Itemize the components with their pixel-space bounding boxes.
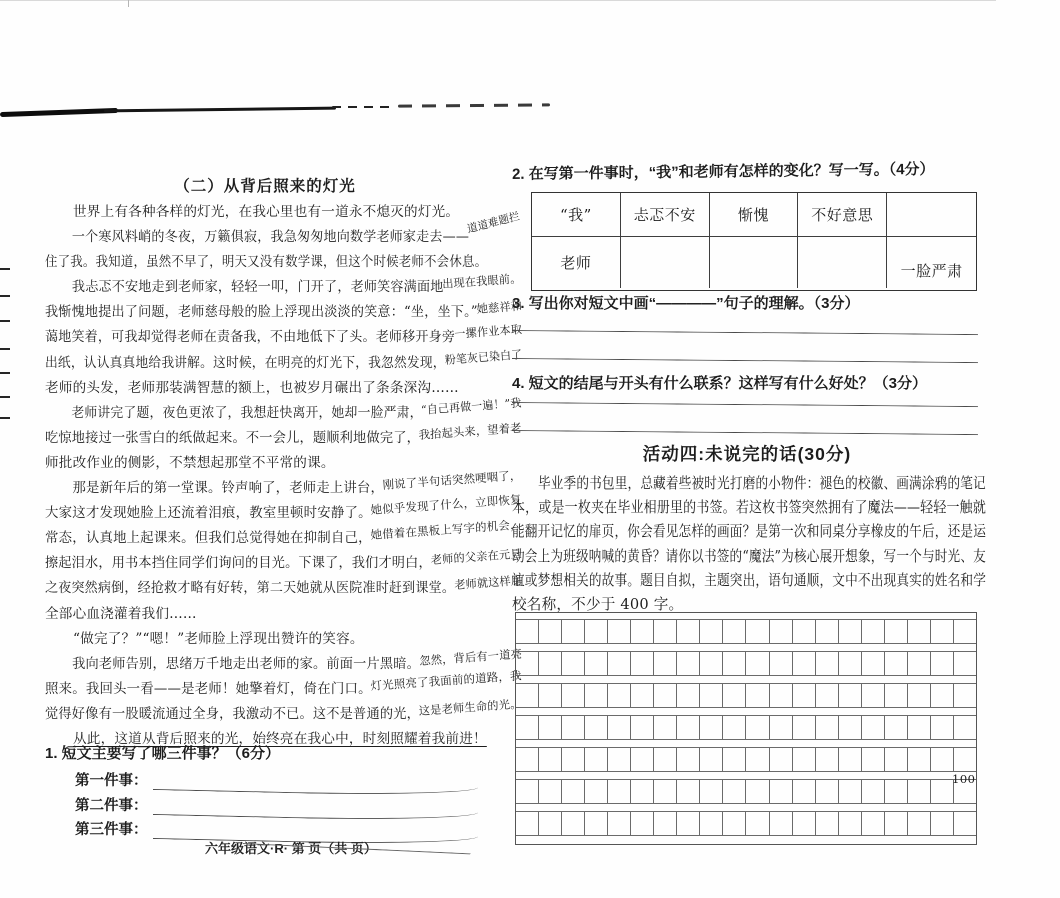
grid-cell [516,652,539,675]
grid-cell [677,748,700,771]
passage-line: 那是新年后的第一堂课。铃声响了，老师走上讲台，刚说了半句话突然哽咽了， [45,476,485,501]
prompt-line: 毕业季的书包里，总藏着些被时光打磨的小物件：褪色的校徽、画满涂鸦的笔记 [537,475,986,492]
scan-smear-artifact [0,108,118,117]
grid-cell [908,780,931,803]
grid-cell [839,812,862,835]
activity-4-title: 活动四:未说完的话(30分) [642,444,852,464]
grid-cell [885,620,908,643]
question-3-label: 3. 写出你对短文中画“————”句子的理解。（3分） [512,295,860,312]
passage-line: “做完了？”“嗯！”老师脸上浮现出赞许的笑容。 [73,630,364,647]
grid-cell [700,748,723,771]
grid-row [516,683,976,708]
grid-cell [539,684,562,707]
grid-cell [793,716,816,739]
composition-grid [515,612,977,845]
warped-line-ending: 这是老师生命的光。 [418,696,523,718]
grid-cell [954,652,976,675]
table-cell: “我” [532,193,621,237]
question-4-label: 4. 短文的结尾与开头有什么联系？这样写有什么好处？（3分） [512,375,928,392]
passage-line: 老师的头发，老师那装满智慧的额上，也被岁月碾出了条条深沟…… [45,379,459,396]
grid-cell [816,812,839,835]
grid-cell [585,748,608,771]
grid-cell [862,716,885,739]
grid-cell [839,780,862,803]
table-cell: 一脸严肃 [900,262,963,280]
grid-cell [908,716,931,739]
grid-cell [654,716,677,739]
scan-binding-mark [0,396,10,398]
grid-cell [700,780,723,803]
grid-cell [746,620,769,643]
grid-cell [677,652,700,675]
grid-cell [654,748,677,771]
table-cell [710,237,799,288]
grid-cell [585,716,608,739]
grid-cell [862,652,885,675]
passage-line: 一个寒风料峭的冬夜，万籁俱寂，我急匆匆地向数学老师家走去——道道难题拦 [45,225,485,250]
grid-cell [954,620,976,643]
scan-binding-mark [0,348,10,350]
prompt-line: 本，或是一枚夹在毕业相册里的书签。若这枚书签突然拥有了魔法——轻轻一触就 [512,499,986,517]
warped-line-ending: 忽然，背后有一道亮 [418,646,523,668]
passage-line: 我忐忑不安地走到老师家，轻轻一叩，门开了，老师笑容满面地出现在我眼前。 [45,275,485,300]
grid-cell [516,620,539,643]
grid-cell [562,812,585,835]
grid-cell [746,716,769,739]
grid-cell [516,684,539,707]
change-table [531,192,977,291]
grid-cell [885,748,908,771]
warped-line-ending: 老师就这样用 [453,573,523,593]
passage-line: 之夜突然病倒，经抢救才略有好转，第二天她就从医院准时赶到课堂。老师就这样用 [45,576,485,601]
grid-cell [770,716,793,739]
grid-cell [793,620,816,643]
grid-cell [562,652,585,675]
warped-line-ending: 老师的父亲在元旦 [430,546,523,568]
prompt-line: 谊或梦想相关的故事。题目自拟，主题突出，语句通顺，文中不出现真实的姓名和学 [512,571,987,589]
grid-cell [539,812,562,835]
grid-cell [677,780,700,803]
grid-cell [539,780,562,803]
grid-cell [746,812,769,835]
scan-binding-mark [0,320,10,322]
grid-cell [793,812,816,835]
blank-label: 第三件事： [75,821,148,838]
grid-cell [793,780,816,803]
grid-cell [954,716,976,739]
grid-cell [654,652,677,675]
grid-cell [654,780,677,803]
warped-line-ending: 粉笔灰已染白了 [444,346,523,367]
grid-row [516,651,976,676]
grid-cell [516,748,539,771]
grid-cell [516,780,539,803]
grid-cell [908,748,931,771]
blank-label: 第二件事： [75,796,148,814]
warped-line-ending: “自己再做一遍！”我 [421,395,523,417]
table-cell: 忐忑不安 [621,193,710,237]
passage-line: 擦起泪水，用书本挡住同学们询问的目光。下课了，我们才明白，老师的父亲在元旦 [45,551,485,576]
warped-line-ending: 她慈祥和 [476,299,523,317]
grid-cell [839,684,862,707]
warped-line-ending: 道道难题拦 [465,209,521,236]
grid-cell [885,684,908,707]
page-number: 100 [952,772,976,786]
grid-cell [885,812,908,835]
grid-cell [631,652,654,675]
warped-line-ending: 出现在我眼前。 [441,271,523,292]
grid-cell [700,812,723,835]
grid-cell [700,652,723,675]
grid-cell [746,780,769,803]
grid-cell [677,684,700,707]
warped-line-ending: 灯光照亮了我面前的道路，我 [370,668,523,693]
grid-cell [862,780,885,803]
grid-cell [770,812,793,835]
grid-cell [723,748,746,771]
warped-line-ending: 她借着在黑板上写字的机会， [370,517,523,543]
grid-cell [908,620,931,643]
grid-cell [793,652,816,675]
passage-line: 我向老师告别，思绪万千地走出老师的家。前面一片黑暗。忽然，背后有一道亮 [45,652,485,677]
scan-smear-artifact [398,103,550,107]
grid-cell [908,684,931,707]
grid-cell [723,716,746,739]
grid-cell [885,652,908,675]
grid-row [516,747,976,772]
grid-cell [585,780,608,803]
grid-cell [885,780,908,803]
grid-cell [562,620,585,643]
grid-cell [516,716,539,739]
grid-cell [608,716,631,739]
grid-cell [793,748,816,771]
grid-cell [539,748,562,771]
grid-cell [770,780,793,803]
grid-cell [770,620,793,643]
grid-cell [631,620,654,643]
scan-binding-mark [0,372,10,374]
grid-cell [839,716,862,739]
passage-line: 住了我。我知道，虽然不早了，明天又没有数学课，但这个时候老师不会休息。 [45,254,488,271]
question-1-label: 1. 短文主要写了哪三件事？（6分） [45,745,281,762]
grid-cell [631,716,654,739]
grid-cell [954,684,976,707]
grid-cell [793,684,816,707]
grid-cell [654,812,677,835]
grid-cell [839,748,862,771]
passage-line: 常态，认真地上起课来。但我们总觉得她在抑制自己，她借着在黑板上写字的机会， [45,526,485,551]
grid-cell [631,684,654,707]
grid-cell [608,812,631,835]
grid-cell [954,748,976,771]
grid-cell [723,620,746,643]
grid-cell [770,684,793,707]
table-cell: 惭愧 [710,193,799,237]
grid-cell [862,620,885,643]
grid-cell [839,652,862,675]
grid-cell [562,748,585,771]
passage-line: 我惭愧地提出了问题，老师慈母般的脸上浮现出淡淡的笑意：“坐，坐下。”她慈祥和 [45,300,485,325]
grid-cell [931,780,954,803]
passage-line: 全部心血浇灌着我们…… [45,605,197,622]
grid-cell [723,780,746,803]
grid-cell [631,780,654,803]
warped-line-ending: 刚说了半句话突然哽咽了， [382,468,523,493]
grid-cell [631,812,654,835]
passage-line: 出纸，认认真真地给我讲解。这时候，在明亮的灯光下，我忽然发现，粉笔灰已染白了 [45,351,485,376]
grid-cell [700,620,723,643]
grid-cell [954,812,976,835]
grid-cell [746,748,769,771]
activity-4-prompt [512,472,988,617]
warped-line-ending: 我抬起头来，望着老 [418,420,523,442]
blank-row [75,768,477,790]
prompt-line: 动会上为班级呐喊的黄昏？请你以书签的“魔法”为核心展开想象，写一个与时光、友 [512,547,986,565]
grid-cell [539,716,562,739]
grid-cell [931,716,954,739]
passage-line: 世界上有各种各样的灯光，在我心里也有一道永不熄灭的灯光。 [73,204,460,220]
grid-cell [631,748,654,771]
passage-line: 老师讲完了题，夜色更浓了，我想赶快离开，她却一脸严肃，“自己再做一遍！”我 [45,401,485,426]
grid-cell [931,684,954,707]
grid-cell [816,780,839,803]
grid-row [516,779,976,804]
grid-cell [746,684,769,707]
answer-line [512,358,978,373]
scan-binding-mark [0,295,10,297]
grid-cell [839,620,862,643]
grid-cell [816,652,839,675]
grid-cell [608,652,631,675]
answer-line [512,330,978,345]
grid-cell [677,812,700,835]
grid-cell [770,652,793,675]
grid-cell [931,620,954,643]
grid-cell [723,652,746,675]
grid-cell [700,684,723,707]
passage-line: 蔼地笑着，可我却觉得老师在责备我，不由地低下了头。老师移开身旁一摞作业本取 [45,325,485,350]
prompt-line: 校名称，不少于 400 字。 [512,595,684,613]
grid-cell [608,620,631,643]
warped-line-ending: 她似乎发现了什么，立即恢复 [370,492,523,518]
question-2-label: 2. 在写第一件事时，“我”和老师有怎样的变化？写一写。（4分） [511,160,935,183]
grid-cell [608,748,631,771]
blank-row [75,817,477,839]
scan-top-tick [128,0,129,7]
grid-cell [585,652,608,675]
grid-cell [562,716,585,739]
scan-top-edge-line [0,0,996,1]
grid-cell [539,620,562,643]
grid-cell [562,780,585,803]
passage-line: 大家这才发现她脸上还流着泪痕，教室里顿时安静了。她似乎发现了什么，立即恢复 [45,501,485,526]
grid-row [516,715,976,740]
grid-cell [862,812,885,835]
scan-smear-artifact [332,106,396,108]
grid-cell [677,620,700,643]
grid-cell [885,716,908,739]
grid-cell [608,684,631,707]
grid-cell [816,620,839,643]
grid-cell [654,620,677,643]
grid-cell [862,684,885,707]
grid-cell [816,684,839,707]
grid-cell [562,684,585,707]
grid-cell [770,748,793,771]
passage-line: 照来。我回头一看——是老师！她擎着灯，倚在门口。灯光照亮了我面前的道路，我 [45,677,485,702]
passage-title: （二）从背后照来的灯光 [174,176,356,195]
grid-cell [723,684,746,707]
grid-cell [816,716,839,739]
grid-cell [862,748,885,771]
passage-body [45,200,523,752]
table-cell [621,237,710,288]
grid-cell [908,812,931,835]
blank-label: 第一件事： [75,772,148,789]
grid-cell [539,652,562,675]
answer-line [512,402,978,417]
prompt-line: 能翻开记忆的扉页，你会看见怎样的画面？是第一次和同桌分享橡皮的午后，还是运 [512,523,987,541]
grid-cell [585,620,608,643]
grid-cell [700,716,723,739]
grid-cell [931,652,954,675]
grid-cell [931,748,954,771]
grid-cell [585,812,608,835]
grid-cell [908,652,931,675]
table-cell [798,237,887,288]
grid-cell [585,684,608,707]
grid-cell [516,812,539,835]
passage-line: 吃惊地接过一张雪白的纸做起来。不一会儿，题顺利地做完了，我抬起头来，望着老 [45,426,485,451]
passage-line: 从此，这道从背后照来的光，始终亮在我心中，时刻照耀着我前进！ [73,730,487,747]
grid-cell [677,716,700,739]
blank-row [75,793,477,815]
grid-cell [654,684,677,707]
table-cell: 老师 [532,237,621,288]
page-footer-clipped: 六年级语文·R· 第 页（共 页） [205,841,377,856]
scan-binding-mark [0,268,10,270]
grid-cell [746,652,769,675]
scan-binding-mark [0,417,10,419]
passage-line: 觉得好像有一股暖流通过全身，我激动不已。这不是普通的光，这是老师生命的光。 [45,702,485,727]
grid-cell [608,780,631,803]
passage-line: 师批改作业的侧影，不禁想起那堂不平常的课。 [45,454,335,471]
table-cell [887,193,976,237]
table-cell: 不好意思 [798,193,887,237]
grid-row [516,811,976,836]
grid-cell [931,812,954,835]
grid-cell [723,812,746,835]
grid-row [516,619,976,644]
warped-line-ending: 一摞作业本取 [453,322,523,342]
scan-smear-artifact [104,107,336,112]
reading-passage-column [45,176,523,752]
grid-cell [816,748,839,771]
